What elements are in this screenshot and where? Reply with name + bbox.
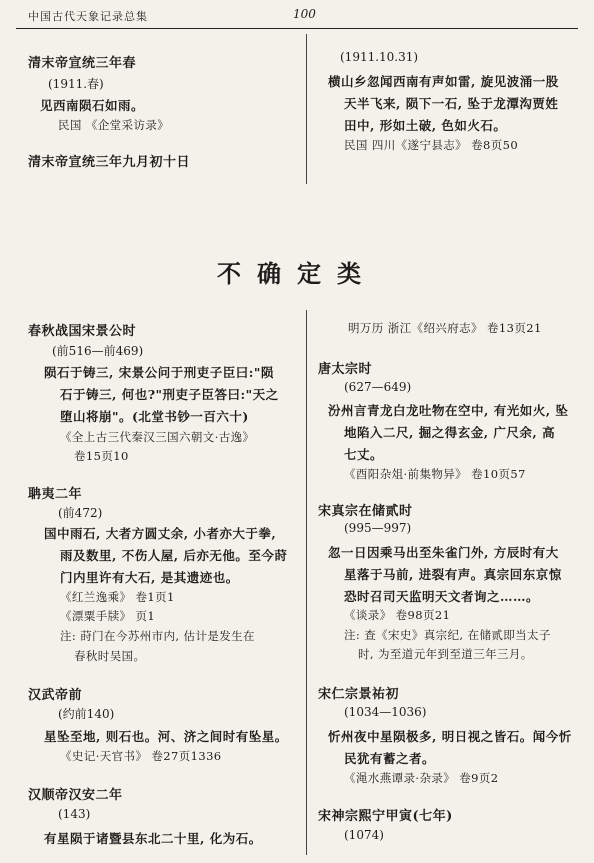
entry-note: 注: 查《宋史》真宗纪, 在储贰即当太子	[344, 628, 551, 642]
entry-source: 《史记·天官书》 卷27页1336	[60, 749, 222, 763]
entry-heading: 清末帝宣统三年九月初十日	[28, 155, 191, 170]
entry-heading: 清末帝宣统三年春	[28, 56, 137, 71]
entry-heading: 聃夷二年	[28, 487, 83, 502]
entry-source: 《红兰逸乘》 卷1页1	[60, 590, 175, 604]
entry-heading: 汉顺帝汉安二年	[28, 788, 123, 803]
entry-body-line: 星坠至地, 则石也。河、济之间时有坠星。	[44, 729, 288, 744]
entry-source: 卷15页10	[74, 449, 129, 463]
entry-body-line: 横山乡忽闻西南有声如雷, 旋见波涌一股	[328, 74, 559, 89]
entry-date: (1911.春)	[48, 77, 104, 91]
entry-heading: 宋神宗熙宁甲寅(七年)	[318, 809, 453, 824]
entry-body-line: 门内里许有大石, 是其遗迹也。	[60, 570, 239, 585]
section-title: 不确定类	[217, 259, 377, 288]
entry-source: 《全上古三代秦汉三国六朝文·古逸》	[60, 430, 255, 444]
entry-body-line: 七丈。	[344, 447, 384, 462]
entry-source: 民国 四川《遂宁县志》 卷8页50	[344, 138, 519, 152]
page-number: 100	[293, 7, 316, 21]
entry-body-line: 雨及数里, 不伤人屋, 后亦无他。至今莳	[60, 548, 288, 563]
entry-date: (前516—前469)	[52, 344, 144, 358]
entry-date: (1074)	[344, 828, 384, 842]
entry-date: (1911.10.31)	[340, 50, 419, 64]
entry-body-line: 汾州言青龙白龙吐物在空中, 有光如火, 坠	[328, 403, 569, 418]
entry-body-line: 星落于马前, 进裂有声。真宗回东京惊	[344, 567, 562, 582]
entry-date: (约前140)	[58, 707, 115, 721]
entry-note: 春秋时吴国。	[74, 649, 146, 663]
entry-body-line: 田中, 形如土破, 色如火石。	[344, 118, 507, 133]
entry-body-line: 堕山将崩"。(北堂书钞一百六十)	[60, 409, 249, 424]
entry-heading: 春秋战国宋景公时	[28, 324, 137, 339]
entry-date: (1034—1036)	[344, 705, 427, 719]
entry-body-line: 忽一日因乘马出至朱雀门外, 方辰时有大	[328, 545, 559, 560]
entry-date: (前472)	[58, 506, 103, 520]
entry-source: 《谈录》 卷98页21	[344, 608, 451, 622]
entry-date: (627—649)	[344, 380, 412, 394]
entry-date: (995—997)	[344, 521, 412, 535]
entry-heading: 唐太宗时	[318, 362, 373, 377]
entry-body-line: 天半飞来, 陨下一石, 坠于龙潭沟贾姓	[344, 96, 559, 111]
header-rule	[16, 28, 578, 29]
column-divider-top	[306, 34, 307, 184]
entry-heading: 宋仁宗景祐初	[318, 687, 400, 702]
column-divider-bottom	[306, 310, 307, 855]
entry-heading: 汉武帝前	[28, 688, 83, 703]
entry-note: 时, 为至道元年到至道三年三月。	[358, 647, 533, 661]
entry-source: 民国 《企堂采访录》	[58, 118, 170, 132]
entry-body-line: 有星陨于诸暨县东北二十里, 化为石。	[44, 831, 262, 846]
entry-body-line: 民犹有蓄之者。	[344, 751, 436, 766]
entry-note: 注: 莳门在今苏州市内, 估计是发生在	[60, 629, 255, 643]
entry-source: 明万历 浙江《绍兴府志》 卷13页21	[348, 321, 542, 335]
entry-heading: 宋真宗在储贰时	[318, 504, 413, 519]
running-header-title: 中国古代天象记录总集	[28, 10, 148, 23]
entry-body-line: 石于铸三, 何也?"刑吏子臣答曰:"天之	[60, 387, 279, 402]
entry-body-line: 忻州夜中星陨极多, 明日视之皆石。闻今忻	[328, 729, 572, 744]
entry-source: 《渑水燕谭录·杂录》 卷9页2	[344, 771, 499, 785]
entry-body-line: 陨石于铸三, 宋景公问于刑吏子臣曰:"陨	[44, 365, 274, 380]
entry-source: 《酉阳杂俎·前集物异》 卷10页57	[344, 467, 526, 481]
entry-body: 见西南陨石如雨。	[40, 98, 145, 113]
entry-body-line: 地陷入二尺, 掘之得玄金, 广尺余, 高	[344, 425, 556, 440]
entry-date: (143)	[58, 807, 91, 821]
entry-body-line: 国中雨石, 大者方圆丈余, 小者亦大于拳,	[44, 526, 277, 541]
entry-source: 《漂粟手牍》 页1	[60, 609, 156, 623]
entry-body-line: 恐时召司天监明天文者询之……。	[344, 589, 540, 604]
